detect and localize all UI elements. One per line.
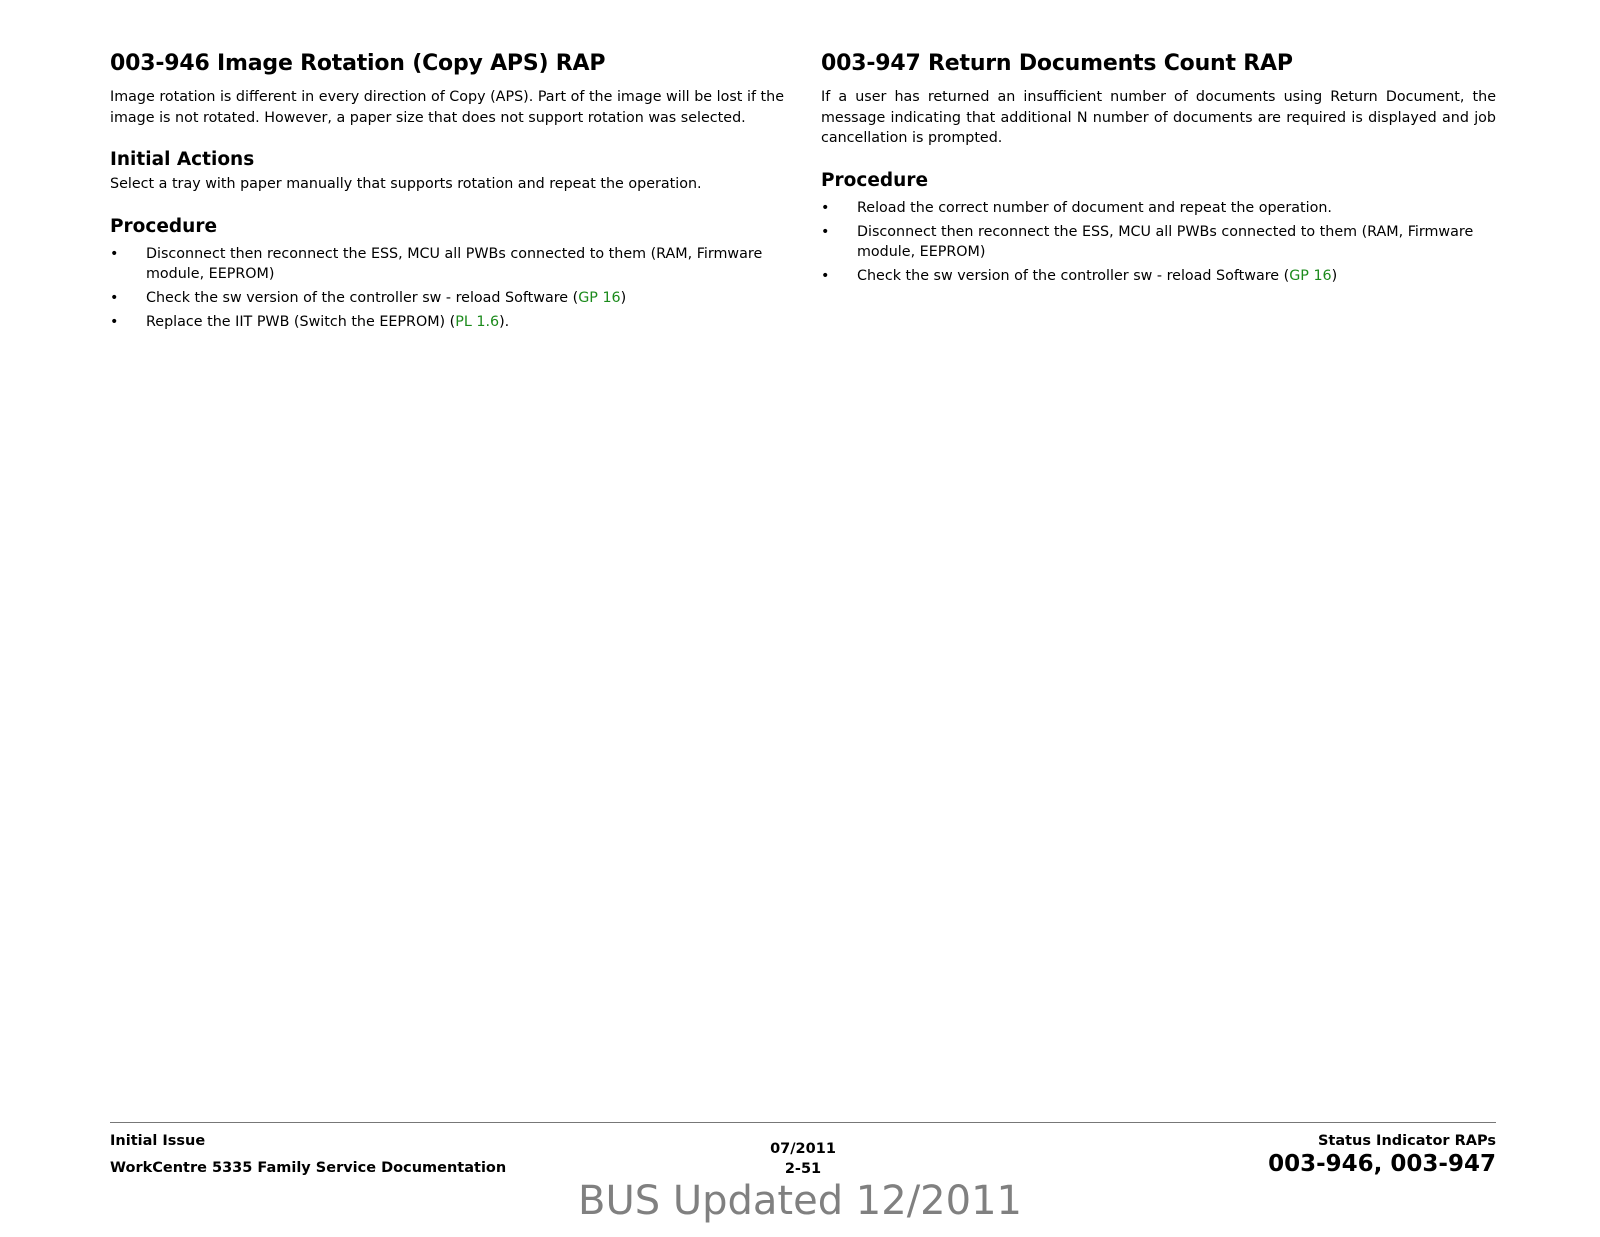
step-text-end: ) bbox=[1331, 267, 1338, 284]
list-item bbox=[110, 312, 784, 332]
bullet: • bbox=[110, 289, 119, 306]
left-procedure-list bbox=[110, 244, 784, 332]
right-title: 003-947 Return Documents Count RAP bbox=[821, 51, 1293, 76]
list-item bbox=[110, 244, 784, 284]
step-text-end: ). bbox=[499, 313, 510, 330]
list-item bbox=[110, 288, 784, 308]
right-procedure-list bbox=[821, 198, 1496, 286]
list-item bbox=[821, 222, 1496, 262]
gp16-link[interactable]: GP 16 bbox=[1289, 267, 1332, 284]
initial-actions-text: Select a tray with paper manually that supports rotation and repeat the operation. bbox=[110, 176, 702, 192]
step-text: Disconnect then reconnect the ESS, MCU all PWBs connected to them (RAM, Firmware module, EEPROM) bbox=[146, 245, 763, 282]
bullet: • bbox=[821, 199, 830, 216]
step-text: Reload the correct number of document and repeat the operation. bbox=[857, 199, 1332, 216]
right-procedure-heading: Procedure bbox=[821, 169, 928, 191]
list-item bbox=[821, 198, 1496, 218]
list-item bbox=[821, 266, 1496, 286]
step-text: Check the sw version of the controller sw - reload Software ( bbox=[146, 289, 579, 306]
left-procedure-heading: Procedure bbox=[110, 215, 217, 237]
step-text: Replace the IIT PWB (Switch the EEPROM) ( bbox=[146, 313, 456, 330]
watermark: BUS Updated 12/2011 bbox=[578, 1178, 1022, 1224]
footer-rap-codes: 003-946, 003-947 bbox=[1268, 1151, 1496, 1177]
left-column bbox=[110, 48, 784, 332]
left-intro: Image rotation is different in every direction of Copy (APS). Part of the image will be lost if the image is not rotated. However, a paper size that does not support rotation was selected. bbox=[110, 89, 784, 126]
step-text-end: ) bbox=[620, 289, 627, 306]
footer-section: Status Indicator RAPs bbox=[1317, 1133, 1496, 1149]
footer-issue: Initial Issue bbox=[110, 1133, 206, 1149]
right-intro: If a user has returned an insufficient number of documents using Return Document, the message indicating that additional N number of documents are required is displayed and job cancellation is prompted. bbox=[821, 89, 1496, 146]
initial-actions-heading: Initial Actions bbox=[110, 149, 255, 170]
gp16-link[interactable]: GP 16 bbox=[578, 289, 621, 306]
step-text: Disconnect then reconnect the ESS, MCU all PWBs connected to them (RAM, Firmware module, EEPROM) bbox=[857, 223, 1474, 260]
right-column bbox=[821, 48, 1496, 286]
footer-divider bbox=[110, 1122, 1496, 1123]
left-title: 003-946 Image Rotation (Copy APS) RAP bbox=[110, 51, 606, 76]
footer-date: 07/2011 bbox=[770, 1141, 836, 1157]
footer-doc-title: WorkCentre 5335 Family Service Documentation bbox=[110, 1160, 507, 1176]
bullet: • bbox=[110, 245, 119, 262]
bullet: • bbox=[821, 223, 830, 240]
bullet: • bbox=[110, 313, 119, 330]
footer-page-number: 2-51 bbox=[784, 1161, 822, 1177]
bullet: • bbox=[821, 267, 830, 284]
pl16-link[interactable]: PL 1.6 bbox=[455, 313, 500, 330]
step-text: Check the sw version of the controller sw - reload Software ( bbox=[857, 267, 1290, 284]
